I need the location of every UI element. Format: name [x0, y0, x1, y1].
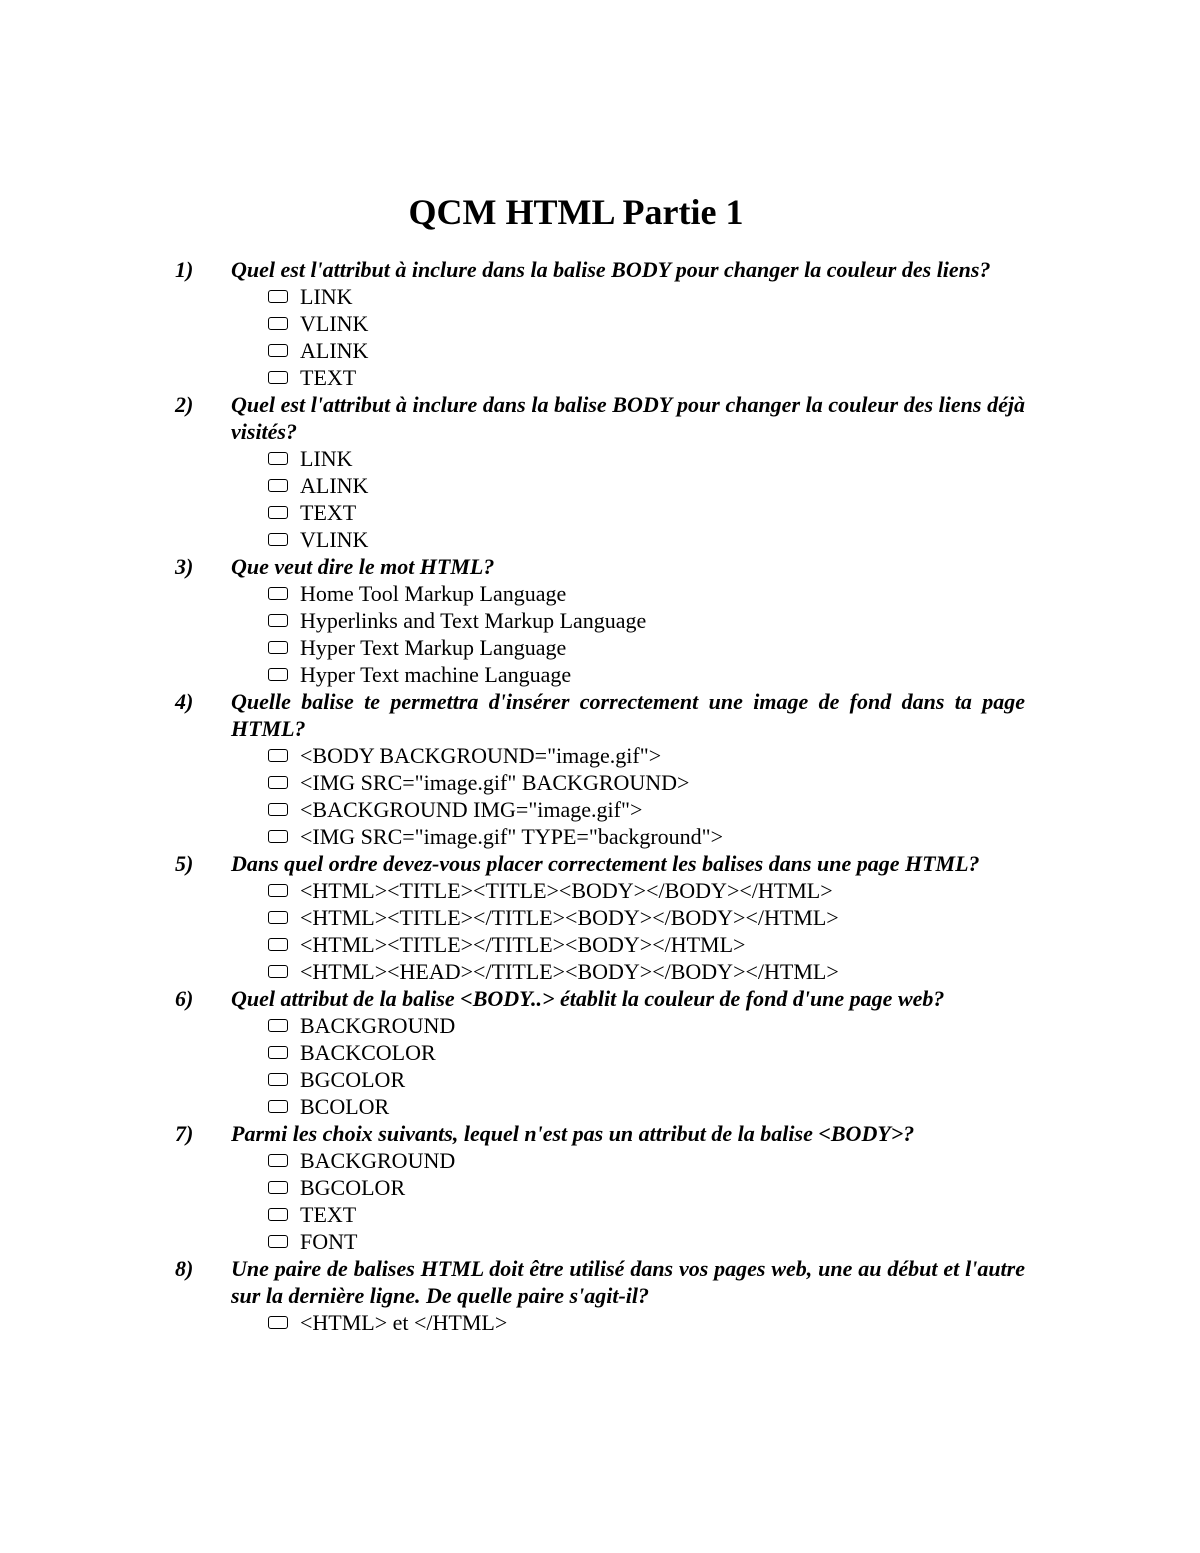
- checkbox[interactable]: [268, 479, 288, 492]
- checkbox[interactable]: [268, 1208, 288, 1221]
- option-list: [175, 283, 1025, 391]
- option-label: <BODY BACKGROUND="image.gif">: [300, 743, 662, 768]
- question-text: Dans quel ordre devez-vous placer correctement les balises dans une page HTML?: [231, 851, 980, 876]
- question-number: 1): [175, 257, 194, 282]
- question-7: [175, 1120, 1025, 1255]
- option: [268, 445, 1025, 472]
- question-header: [175, 1255, 1025, 1309]
- checkbox[interactable]: [268, 749, 288, 762]
- question-2: [175, 391, 1025, 553]
- question-header: [175, 985, 1025, 1012]
- checkbox[interactable]: [268, 1100, 288, 1113]
- checkbox[interactable]: [268, 1316, 288, 1329]
- option-label: VLINK: [300, 311, 369, 336]
- option: [268, 1039, 1025, 1066]
- option-list: [175, 877, 1025, 985]
- option: [268, 1309, 1025, 1336]
- option: [268, 1147, 1025, 1174]
- checkbox[interactable]: [268, 641, 288, 654]
- question-text: Que veut dire le mot HTML?: [231, 554, 495, 579]
- option: [268, 769, 1025, 796]
- option-label: <HTML><TITLE></TITLE><BODY></BODY></HTML>: [300, 905, 839, 930]
- option-label: BACKGROUND: [300, 1148, 456, 1173]
- checkbox[interactable]: [268, 911, 288, 924]
- option-list: [175, 1147, 1025, 1255]
- option: [268, 931, 1025, 958]
- question-list: [175, 256, 1025, 1336]
- option-label: BGCOLOR: [300, 1067, 406, 1092]
- option-label: TEXT: [300, 500, 357, 525]
- checkbox[interactable]: [268, 1235, 288, 1248]
- option-label: VLINK: [300, 527, 369, 552]
- question-number: 2): [175, 392, 194, 417]
- option: [268, 823, 1025, 850]
- question-header: [175, 1120, 1025, 1147]
- option: [268, 526, 1025, 553]
- checkbox[interactable]: [268, 290, 288, 303]
- option: [268, 1093, 1025, 1120]
- question-3: [175, 553, 1025, 688]
- checkbox[interactable]: [268, 668, 288, 681]
- option: [268, 283, 1025, 310]
- question-1: [175, 256, 1025, 391]
- option-label: BCOLOR: [300, 1094, 390, 1119]
- checkbox[interactable]: [268, 587, 288, 600]
- option: [268, 742, 1025, 769]
- option-label: <BACKGROUND IMG="image.gif">: [300, 797, 643, 822]
- option-label: <HTML><TITLE></TITLE><BODY></HTML>: [300, 932, 746, 957]
- option: [268, 661, 1025, 688]
- question-header: [175, 256, 1025, 283]
- option-list: [175, 580, 1025, 688]
- option-label: Hyper Text machine Language: [300, 662, 572, 687]
- question-header: [175, 850, 1025, 877]
- checkbox[interactable]: [268, 965, 288, 978]
- option: [268, 499, 1025, 526]
- option-list: [175, 1309, 1025, 1336]
- checkbox[interactable]: [268, 614, 288, 627]
- question-5: [175, 850, 1025, 985]
- checkbox[interactable]: [268, 938, 288, 951]
- option: [268, 472, 1025, 499]
- question-6: [175, 985, 1025, 1120]
- option-label: ALINK: [300, 338, 369, 363]
- option: [268, 1066, 1025, 1093]
- question-4: [175, 688, 1025, 850]
- option: [268, 310, 1025, 337]
- checkbox[interactable]: [268, 1154, 288, 1167]
- option-label: BACKCOLOR: [300, 1040, 436, 1065]
- checkbox[interactable]: [268, 1019, 288, 1032]
- checkbox[interactable]: [268, 1181, 288, 1194]
- checkbox[interactable]: [268, 506, 288, 519]
- checkbox[interactable]: [268, 776, 288, 789]
- question-header: [175, 553, 1025, 580]
- option: [268, 580, 1025, 607]
- option: [268, 1174, 1025, 1201]
- question-text: Quel est l'attribut à inclure dans la balise BODY pour changer la couleur des liens déjà visités?: [231, 392, 1025, 444]
- question-text: Quel est l'attribut à inclure dans la balise BODY pour changer la couleur des liens?: [231, 257, 991, 282]
- checkbox[interactable]: [268, 344, 288, 357]
- checkbox[interactable]: [268, 803, 288, 816]
- option-list: [175, 445, 1025, 553]
- checkbox[interactable]: [268, 533, 288, 546]
- checkbox[interactable]: [268, 884, 288, 897]
- question-number: 5): [175, 851, 194, 876]
- checkbox[interactable]: [268, 452, 288, 465]
- option-label: <IMG SRC="image.gif" TYPE="background">: [300, 824, 724, 849]
- option-label: Home Tool Markup Language: [300, 581, 567, 606]
- question-number: 3): [175, 554, 194, 579]
- option: [268, 877, 1025, 904]
- question-header: [175, 391, 1025, 445]
- option-label: TEXT: [300, 1202, 357, 1227]
- question-number: 4): [175, 689, 194, 714]
- option-label: ALINK: [300, 473, 369, 498]
- option: [268, 364, 1025, 391]
- question-number: 6): [175, 986, 194, 1011]
- option-label: <HTML><TITLE><TITLE><BODY></BODY></HTML>: [300, 878, 833, 903]
- option-label: <IMG SRC="image.gif" BACKGROUND>: [300, 770, 690, 795]
- option-label: BGCOLOR: [300, 1175, 406, 1200]
- option-label: <HTML><HEAD></TITLE><BODY></BODY></HTML>: [300, 959, 839, 984]
- option-label: Hyperlinks and Text Markup Language: [300, 608, 647, 633]
- checkbox[interactable]: [268, 830, 288, 843]
- checkbox[interactable]: [268, 317, 288, 330]
- question-8: [175, 1255, 1025, 1336]
- question-text: Quel attribut de la balise <BODY..> établit la couleur de fond d'une page web?: [231, 986, 945, 1011]
- option-list: [175, 742, 1025, 850]
- option-label: LINK: [300, 446, 353, 471]
- option-list: [175, 1012, 1025, 1120]
- option-label: Hyper Text Markup Language: [300, 635, 567, 660]
- option: [268, 1228, 1025, 1255]
- option: [268, 796, 1025, 823]
- question-text: Une paire de balises HTML doit être utilisé dans vos pages web, une au début et l'autre sur la dernière ligne. De quelle paire s'agit-il?: [231, 1256, 1025, 1308]
- option-label: <HTML> et </HTML>: [300, 1310, 508, 1335]
- question-number: 7): [175, 1121, 194, 1146]
- question-text: Parmi les choix suivants, lequel n'est pas un attribut de la balise <BODY>?: [231, 1121, 915, 1146]
- option-label: FONT: [300, 1229, 358, 1254]
- option-label: LINK: [300, 284, 353, 309]
- option: [268, 337, 1025, 364]
- option-label: BACKGROUND: [300, 1013, 456, 1038]
- checkbox[interactable]: [268, 1046, 288, 1059]
- option: [268, 1201, 1025, 1228]
- option: [268, 904, 1025, 931]
- option: [268, 607, 1025, 634]
- checkbox[interactable]: [268, 371, 288, 384]
- question-header: [175, 688, 1025, 742]
- checkbox[interactable]: [268, 1073, 288, 1086]
- question-text: Quelle balise te permettra d'insérer correctement une image de fond dans ta page HTML?: [231, 689, 1025, 741]
- option: [268, 1012, 1025, 1039]
- question-number: 8): [175, 1256, 194, 1281]
- option-label: TEXT: [300, 365, 357, 390]
- option: [268, 958, 1025, 985]
- option: [268, 634, 1025, 661]
- page-title: QCM HTML Partie 1: [408, 192, 744, 232]
